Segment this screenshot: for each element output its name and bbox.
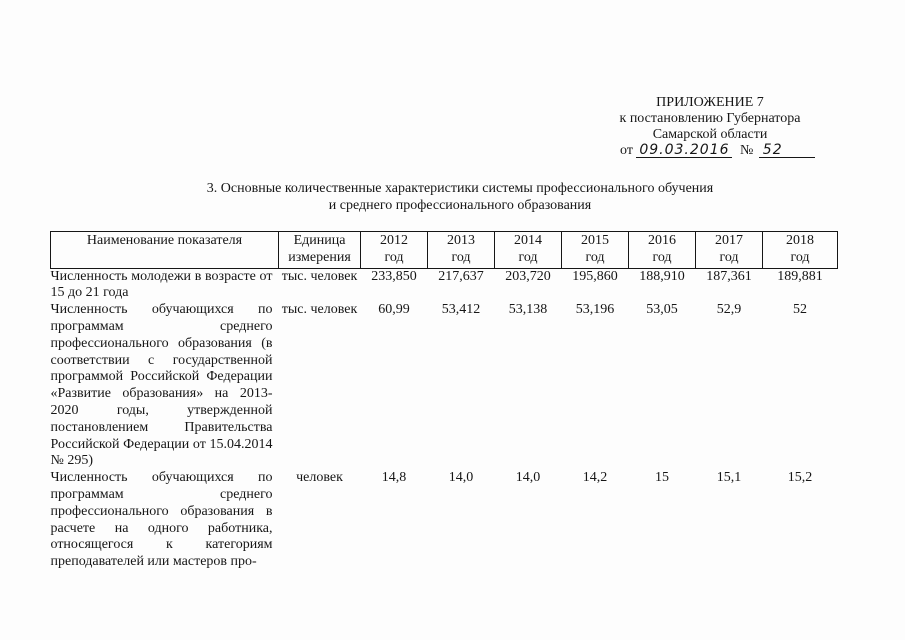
row-value: 15,1 (716, 470, 742, 486)
row-unit: тыс. человек (281, 268, 358, 284)
header-year: 2017 (715, 233, 743, 248)
row-name: Численность обучающихся по программам среднего профессионального образования (в соответствии с государственной программой Российской Федерации «Развитие образования» на 2013-2020 годы, утвержденной постановлением Правительства Российской Федерации от 15.04.2014 № 295) (50, 302, 273, 469)
appendix-header (600, 95, 820, 159)
row-name: Численность обучающихся по программам среднего профессионального образования в расчете на одного работника, относящегося к категориям преподавателей или мастеров про- (50, 470, 273, 570)
row-value: 53,196 (575, 302, 615, 318)
row-value: 52 (793, 302, 807, 318)
header-year-2018 (763, 232, 838, 269)
indicators-table (50, 231, 838, 571)
row-value: 15,2 (787, 470, 813, 486)
row-value: 217,637 (438, 268, 484, 284)
row-value: 14,2 (582, 470, 608, 486)
header-year: 2016 (648, 233, 676, 248)
header-year-2015 (562, 232, 629, 269)
row-value: 195,860 (572, 268, 618, 284)
row-value: 14,0 (448, 470, 474, 486)
row-unit: человек (296, 470, 343, 486)
header-year-2016 (629, 232, 696, 269)
row-value: 14,0 (515, 470, 541, 486)
table-row (51, 302, 838, 470)
row-value: 53,138 (508, 302, 548, 318)
header-year-suffix: год (384, 249, 404, 265)
appendix-line-2: Самарской области (652, 127, 768, 142)
header-year-suffix: год (719, 249, 739, 265)
header-year: 2014 (514, 233, 542, 248)
header-year-suffix: год (652, 249, 672, 265)
row-name: Численность молодежи в возрасте от 15 до 21 года (50, 268, 273, 301)
header-year: 2013 (447, 233, 475, 248)
handwritten-date: 09.03.2016 (636, 143, 732, 158)
header-year-suffix: год (518, 249, 538, 265)
table-row (51, 470, 838, 571)
row-value: 52,9 (716, 302, 742, 318)
row-value: 14,8 (381, 470, 407, 486)
header-unit-line-1: Единица (293, 233, 346, 248)
row-value: 53,412 (441, 302, 481, 318)
header-year-suffix: год (585, 249, 605, 265)
date-prefix: от (620, 143, 633, 158)
section-title-line-2: и среднего профессионального образования (328, 198, 592, 213)
number-sign: № (739, 143, 754, 158)
header-unit-line-2: измерения (288, 249, 351, 265)
row-value: 188,910 (639, 268, 685, 284)
row-value: 233,850 (371, 268, 417, 284)
table-row (51, 268, 838, 302)
row-value: 203,720 (505, 268, 551, 284)
header-year-2012 (361, 232, 428, 269)
section-title (100, 180, 820, 214)
appendix-date-line (600, 143, 820, 159)
header-year: 2015 (581, 233, 609, 248)
header-year-suffix: год (790, 249, 810, 265)
row-unit: тыс. человек (281, 302, 358, 318)
row-value: 15 (655, 470, 669, 486)
row-value: 53,05 (646, 302, 678, 318)
row-value: 60,99 (378, 302, 410, 318)
header-year: 2012 (380, 233, 408, 248)
appendix-title: ПРИЛОЖЕНИЕ 7 (656, 95, 764, 110)
header-unit (279, 232, 361, 269)
row-value: 189,881 (777, 268, 823, 284)
handwritten-number: 52 (759, 143, 815, 158)
row-value: 187,361 (706, 268, 752, 284)
header-year-suffix: год (451, 249, 471, 265)
header-year-2017 (696, 232, 763, 269)
section-title-line-1: 3. Основные количественные характеристики системы профессионального обучения (206, 181, 714, 196)
header-year-2014 (495, 232, 562, 269)
header-year-2013 (428, 232, 495, 269)
table-header-row (51, 232, 838, 269)
appendix-line-1: к постановлению Губернатора (619, 111, 801, 126)
header-name: Наименование показателя (51, 232, 279, 269)
header-year: 2018 (786, 233, 814, 248)
